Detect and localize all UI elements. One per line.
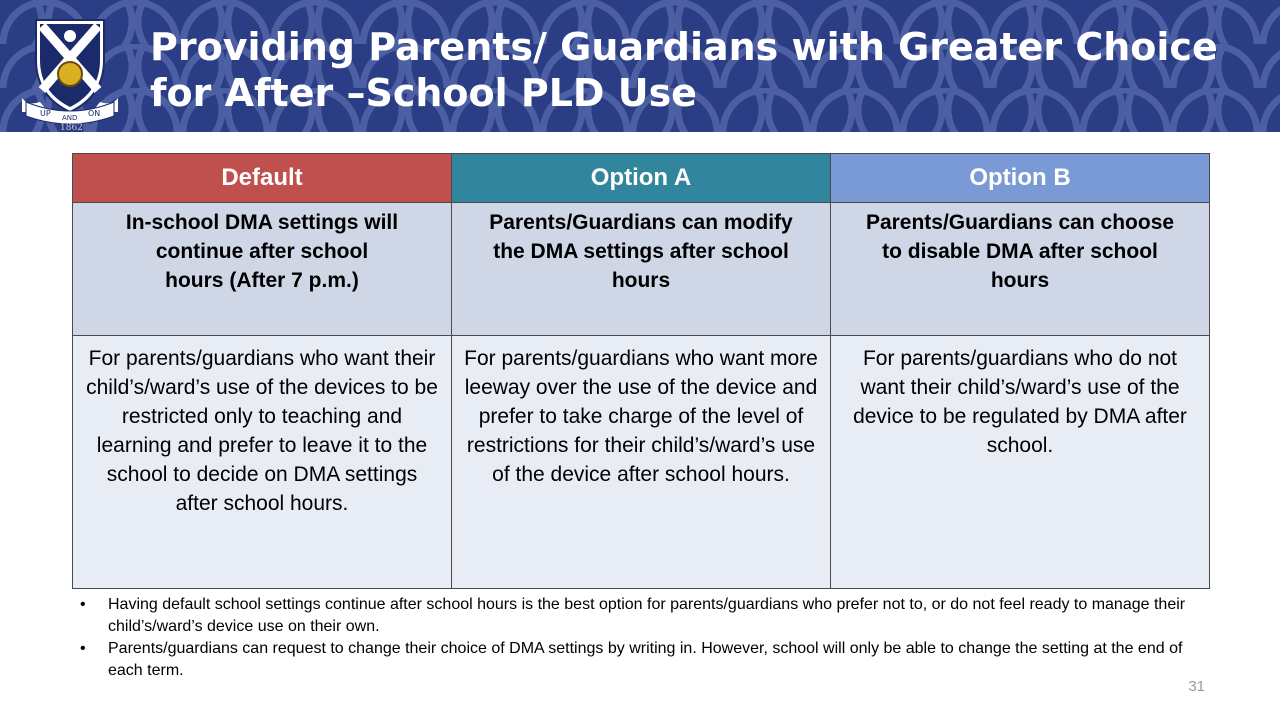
summary-option-b-line: hours bbox=[990, 269, 1050, 292]
column-header-default: Default bbox=[73, 154, 452, 203]
crest-motto-3: ON bbox=[88, 109, 101, 118]
description-option-a: For parents/guardians who want more leeway over the use of the device and prefer to take charge of the level of restrictions for their child’s/ward’s use of the device after school hours. bbox=[452, 336, 831, 589]
column-header-option-b: Option B bbox=[831, 154, 1210, 203]
summary-default-line: continue after school bbox=[155, 240, 369, 263]
summary-option-b-line: Parents/Guardians can choose bbox=[865, 211, 1175, 234]
column-header-option-a: Option A bbox=[452, 154, 831, 203]
note-text: Having default school settings continue after school hours is the best option for parents/guardians who prefer not to, or do not feel ready to manage their child’s/ward’s device use on their own. bbox=[108, 596, 1186, 635]
summary-default bbox=[73, 203, 452, 336]
summary-default-line: In-school DMA settings will bbox=[125, 211, 399, 234]
bullet-icon: • bbox=[80, 596, 86, 613]
description-default: For parents/guardians who want their child’s/ward’s use of the devices to be restricted only to teaching and learning and prefer to leave it to the school to decide on DMA settings after school hours. bbox=[73, 336, 452, 589]
notes-list bbox=[80, 594, 1190, 682]
crest-motto-2: AND bbox=[62, 114, 78, 122]
summary-option-a-line: the DMA settings after school bbox=[493, 240, 789, 263]
note-text: Parents/guardians can request to change their choice of DMA settings by writing in. However, school will only be able to change the setting at the end of each term. bbox=[108, 640, 1183, 679]
summary-row bbox=[73, 203, 1210, 336]
bullet-icon: • bbox=[80, 640, 86, 657]
title-banner bbox=[0, 0, 1280, 132]
header-row bbox=[73, 154, 1210, 203]
options-table bbox=[72, 153, 1210, 589]
school-crest-icon bbox=[18, 16, 122, 132]
description-row bbox=[73, 336, 1210, 589]
summary-option-b bbox=[831, 203, 1210, 336]
title-line-1: Providing Parents/ Guardians with Greater Choice bbox=[150, 25, 1218, 69]
page-number: 31 bbox=[1188, 678, 1205, 695]
description-option-b: For parents/guardians who do not want their child’s/ward’s use of the device to be regulated by DMA after school. bbox=[831, 336, 1210, 589]
summary-default-line: hours (After 7 p.m.) bbox=[165, 269, 359, 292]
summary-option-b-line: to disable DMA after school bbox=[882, 240, 1158, 263]
summary-option-a-line: hours bbox=[611, 269, 671, 292]
title-line-2: for After –School PLD Use bbox=[150, 71, 697, 115]
slide-title bbox=[150, 24, 1250, 116]
crest-year: 1862 bbox=[60, 123, 83, 132]
note-item bbox=[80, 638, 1190, 682]
crest-motto-1: UP bbox=[40, 109, 51, 118]
summary-option-a-line: Parents/Guardians can modify bbox=[489, 211, 793, 234]
note-item bbox=[80, 594, 1190, 638]
summary-option-a bbox=[452, 203, 831, 336]
